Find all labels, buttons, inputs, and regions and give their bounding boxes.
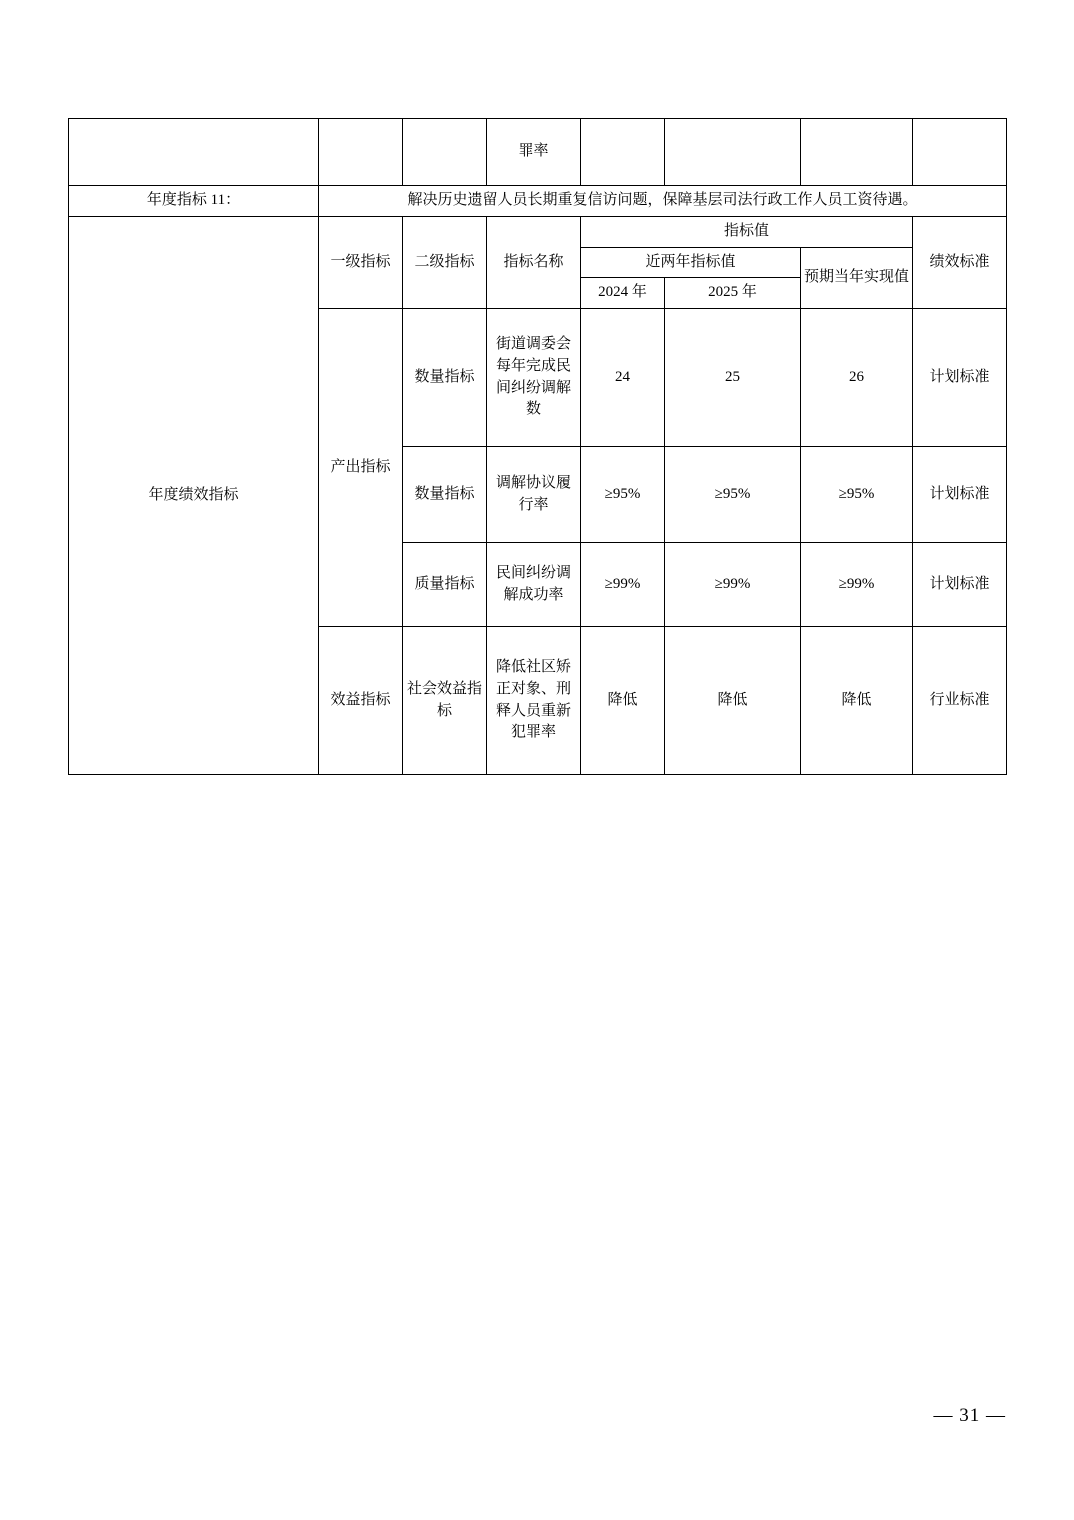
cell-level2: 社会效益指标 [403,627,487,775]
continued-empty-cell-1 [69,119,319,186]
table-header-row-1 [69,216,1007,247]
cell-level2: 数量指标 [403,447,487,543]
cell-standard: 计划标准 [913,309,1007,447]
table-row-continued [69,119,1007,186]
cell-expected: 26 [801,309,913,447]
header-performance-standard: 绩效标准 [913,216,1007,308]
cell-level1-benefit: 效益指标 [319,627,403,775]
header-year-2025: 2025 年 [665,278,801,309]
header-level1: 一级指标 [319,216,403,308]
cell-expected: ≥95% [801,447,913,543]
table-row-annual-indicator [69,186,1007,217]
cell-level1-output: 产出指标 [319,309,403,627]
annual-performance-indicator-label: 年度绩效指标 [69,216,319,774]
cell-level2: 质量指标 [403,543,487,627]
continued-empty-cell-3 [403,119,487,186]
cell-y2025: 降低 [665,627,801,775]
header-expected-current-year: 预期当年实现值 [801,247,913,309]
cell-indicator-name: 降低社区矫正对象、刑释人员重新犯罪率 [487,627,581,775]
cell-standard: 计划标准 [913,543,1007,627]
cell-y2025: 25 [665,309,801,447]
header-recent-two-years: 近两年指标值 [581,247,801,278]
cell-y2024: 24 [581,309,665,447]
header-indicator-name: 指标名称 [487,216,581,308]
cell-standard: 计划标准 [913,447,1007,543]
continued-empty-cell-4 [581,119,665,186]
cell-y2025: ≥99% [665,543,801,627]
continued-empty-cell-2 [319,119,403,186]
cell-y2024: ≥99% [581,543,665,627]
continued-empty-cell-5 [665,119,801,186]
cell-indicator-name: 民间纠纷调解成功率 [487,543,581,627]
cell-expected: ≥99% [801,543,913,627]
cell-y2024: 降低 [581,627,665,775]
cell-y2025: ≥95% [665,447,801,543]
page-number: — 31 — [933,1405,1006,1426]
cell-standard: 行业标准 [913,627,1007,775]
annual-indicator-label: 年度指标 11： [69,186,319,217]
cell-level2: 数量指标 [403,309,487,447]
continued-empty-cell-7 [913,119,1007,186]
header-year-2024: 2024 年 [581,278,665,309]
cell-indicator-name: 调解协议履行率 [487,447,581,543]
performance-indicator-table [68,118,1007,775]
cell-expected: 降低 [801,627,913,775]
annual-indicator-text: 解决历史遗留人员长期重复信访问题，保障基层司法行政工作人员工资待遇。 [319,186,1007,217]
cell-y2024: ≥95% [581,447,665,543]
continued-empty-cell-6 [801,119,913,186]
continued-indicator-name: 罪率 [487,119,581,186]
cell-indicator-name: 街道调委会每年完成民间纠纷调解数 [487,309,581,447]
header-level2: 二级指标 [403,216,487,308]
header-indicator-value-group: 指标值 [581,216,913,247]
